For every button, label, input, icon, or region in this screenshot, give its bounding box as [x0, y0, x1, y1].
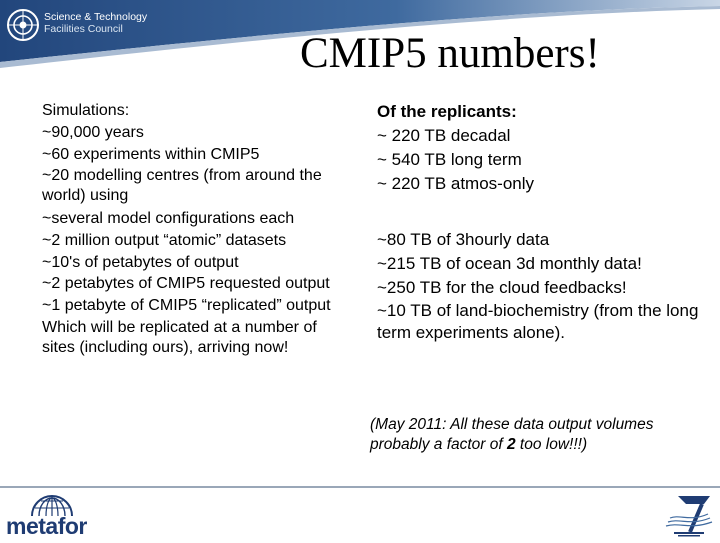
- left-line: ~90,000 years: [42, 124, 144, 141]
- note-text-end: too low!!!): [515, 436, 588, 453]
- data-item: ~215 TB of ocean 3d monthly data!: [377, 254, 642, 273]
- note-text: (May 2011: All these data output volumes probably a factor of: [370, 416, 654, 453]
- left-line: ~2 million output “atomic” datasets: [42, 232, 287, 249]
- org-line2: Facilities Council: [44, 23, 123, 35]
- left-column: [42, 100, 352, 358]
- note-factor: 2: [507, 436, 516, 453]
- fp7-logo: [660, 492, 716, 538]
- fp7-emblem-icon: [660, 492, 716, 538]
- left-line: ~20 modelling centres (from around the world) using: [42, 167, 322, 204]
- footer-divider: [0, 486, 720, 488]
- replicant-item: ~ 220 TB decadal: [377, 126, 511, 145]
- data-item: ~80 TB of 3hourly data: [377, 230, 550, 249]
- replicants-heading: Of the replicants:: [377, 102, 517, 121]
- volume-note: [370, 415, 715, 455]
- org-line1: Science & Technology: [44, 11, 148, 23]
- left-line: ~10's of petabytes of output: [42, 254, 239, 271]
- metafor-logo: [6, 492, 96, 538]
- left-line: ~1 petabyte of CMIP5 “replicated” output: [42, 297, 331, 314]
- metafor-wordmark: metafor: [6, 513, 87, 539]
- left-line: Which will be replicated at a number of sites (including ours), arriving now!: [42, 319, 317, 356]
- data-item: ~250 TB for the cloud feedbacks!: [377, 278, 627, 297]
- left-line: Simulations:: [42, 102, 130, 119]
- data-item: ~10 TB of land-biochemistry (from the long term experiments alone).: [377, 301, 699, 342]
- right-column: [377, 100, 707, 344]
- left-line: ~several model configurations each: [42, 210, 295, 227]
- replicant-item: ~ 540 TB long term: [377, 150, 522, 169]
- left-line: ~60 experiments within CMIP5: [42, 146, 260, 163]
- replicant-item: ~ 220 TB atmos-only: [377, 174, 535, 193]
- slide-title: CMIP5 numbers!: [300, 30, 600, 77]
- left-line: ~2 petabytes of CMIP5 requested output: [42, 275, 330, 292]
- data-volume-list: [377, 228, 707, 344]
